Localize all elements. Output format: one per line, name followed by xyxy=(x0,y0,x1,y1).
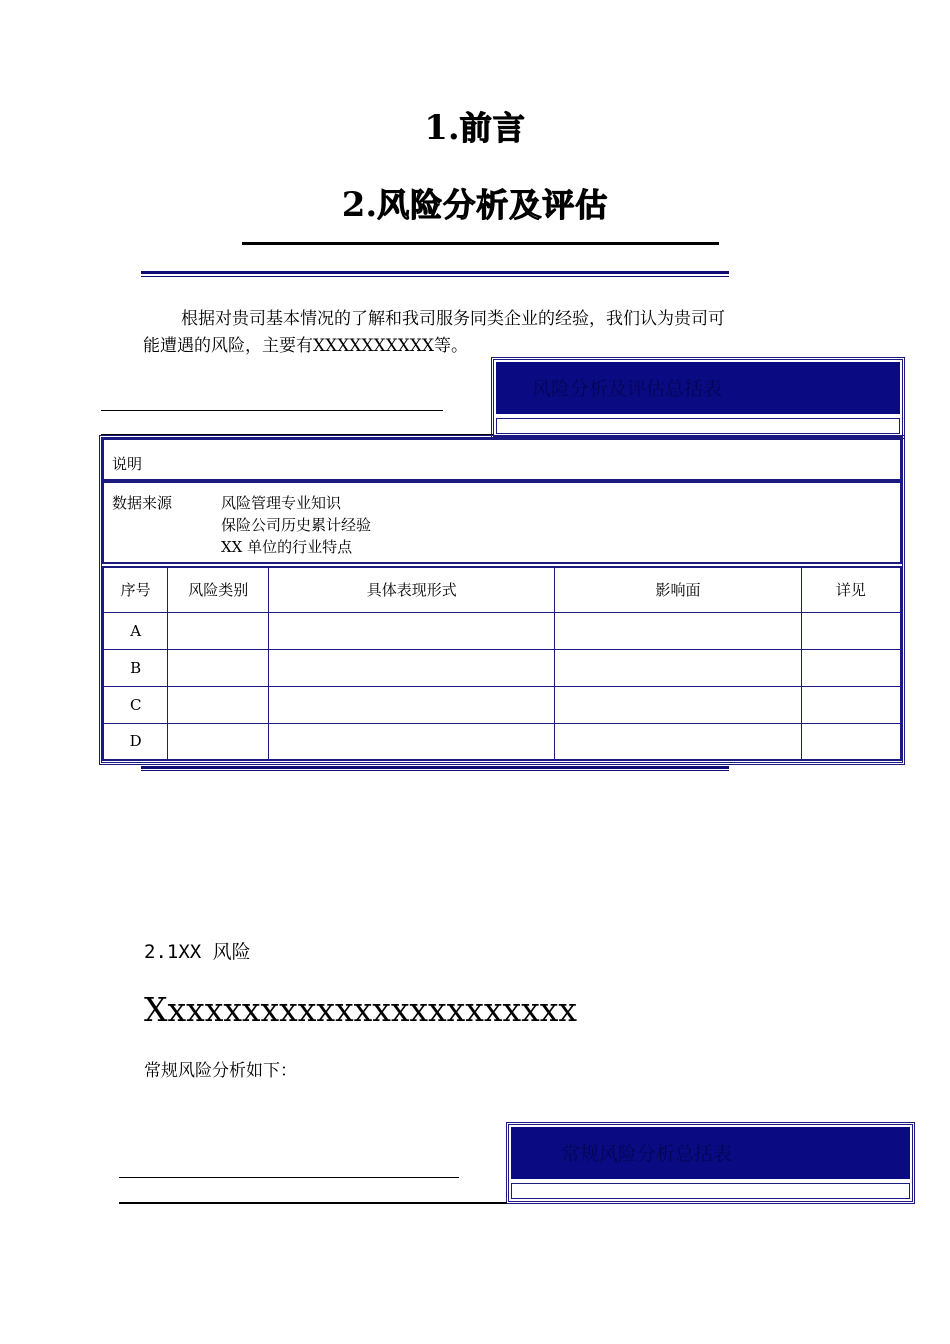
heading-2-number: 2. xyxy=(341,185,378,225)
heading-underline xyxy=(242,242,719,245)
general-title: 常规风险分析总括表 xyxy=(511,1127,910,1179)
heading-1 xyxy=(0,103,950,149)
summary-title: 风险分析及评估总括表 xyxy=(496,362,900,414)
col-header: 影响面 xyxy=(555,567,801,612)
source-item: 风险管理专业知识 xyxy=(221,494,342,512)
row-id: C xyxy=(103,686,168,723)
row-id: D xyxy=(103,723,168,760)
col-header: 具体表现形式 xyxy=(269,567,555,612)
summary-title-strip xyxy=(496,418,900,434)
col-header: 序号 xyxy=(103,567,168,612)
navy-rule-bottom-thin xyxy=(141,770,729,771)
source-label: 数据来源 xyxy=(112,494,173,512)
source-list xyxy=(221,492,371,558)
source-row xyxy=(102,481,902,564)
general-title-strip xyxy=(511,1183,910,1199)
table-row xyxy=(103,649,901,686)
source-item: 保险公司历史累计经验 xyxy=(221,516,372,534)
table-row xyxy=(103,723,901,760)
source-item: XX 单位的行业特点 xyxy=(221,538,353,556)
navy-rule-bottom xyxy=(141,766,729,769)
navy-rule-top-thin xyxy=(141,276,729,277)
heading-2 xyxy=(0,180,950,226)
heading-1-text: 前言 xyxy=(459,109,526,147)
row-id: B xyxy=(103,649,168,686)
heading-1-number: 1. xyxy=(424,108,460,148)
row-id: A xyxy=(103,612,168,649)
general-title-box xyxy=(506,1122,915,1204)
navy-rule-top xyxy=(141,271,729,274)
note-row xyxy=(102,438,902,481)
intro-paragraph: 根据对贵司基本情况的了解和我司服务同类企业的经验，我们认为贵司可能遭遇的风险，主要有XXXXXXXXXX等。 xyxy=(143,309,725,356)
heading-2-text: 风险分析及评估 xyxy=(377,186,609,224)
general-base-line xyxy=(119,1202,507,1204)
section-body: Xxxxxxxxxxxxxxxxxxxxxxx xyxy=(144,990,577,1029)
table-header-row xyxy=(103,567,901,612)
col-header: 详见 xyxy=(801,567,901,612)
col-header: 风险类别 xyxy=(168,567,269,612)
summary-left-line xyxy=(101,410,443,411)
table-row xyxy=(103,686,901,723)
table-row xyxy=(103,612,901,649)
risk-table xyxy=(102,566,902,761)
note-label: 说明 xyxy=(112,455,143,473)
section-heading: 2.1XX 风险 xyxy=(144,941,251,963)
general-left-line xyxy=(119,1177,459,1178)
summary-title-box xyxy=(491,357,905,439)
section-lead: 常规风险分析如下： xyxy=(144,1061,297,1081)
